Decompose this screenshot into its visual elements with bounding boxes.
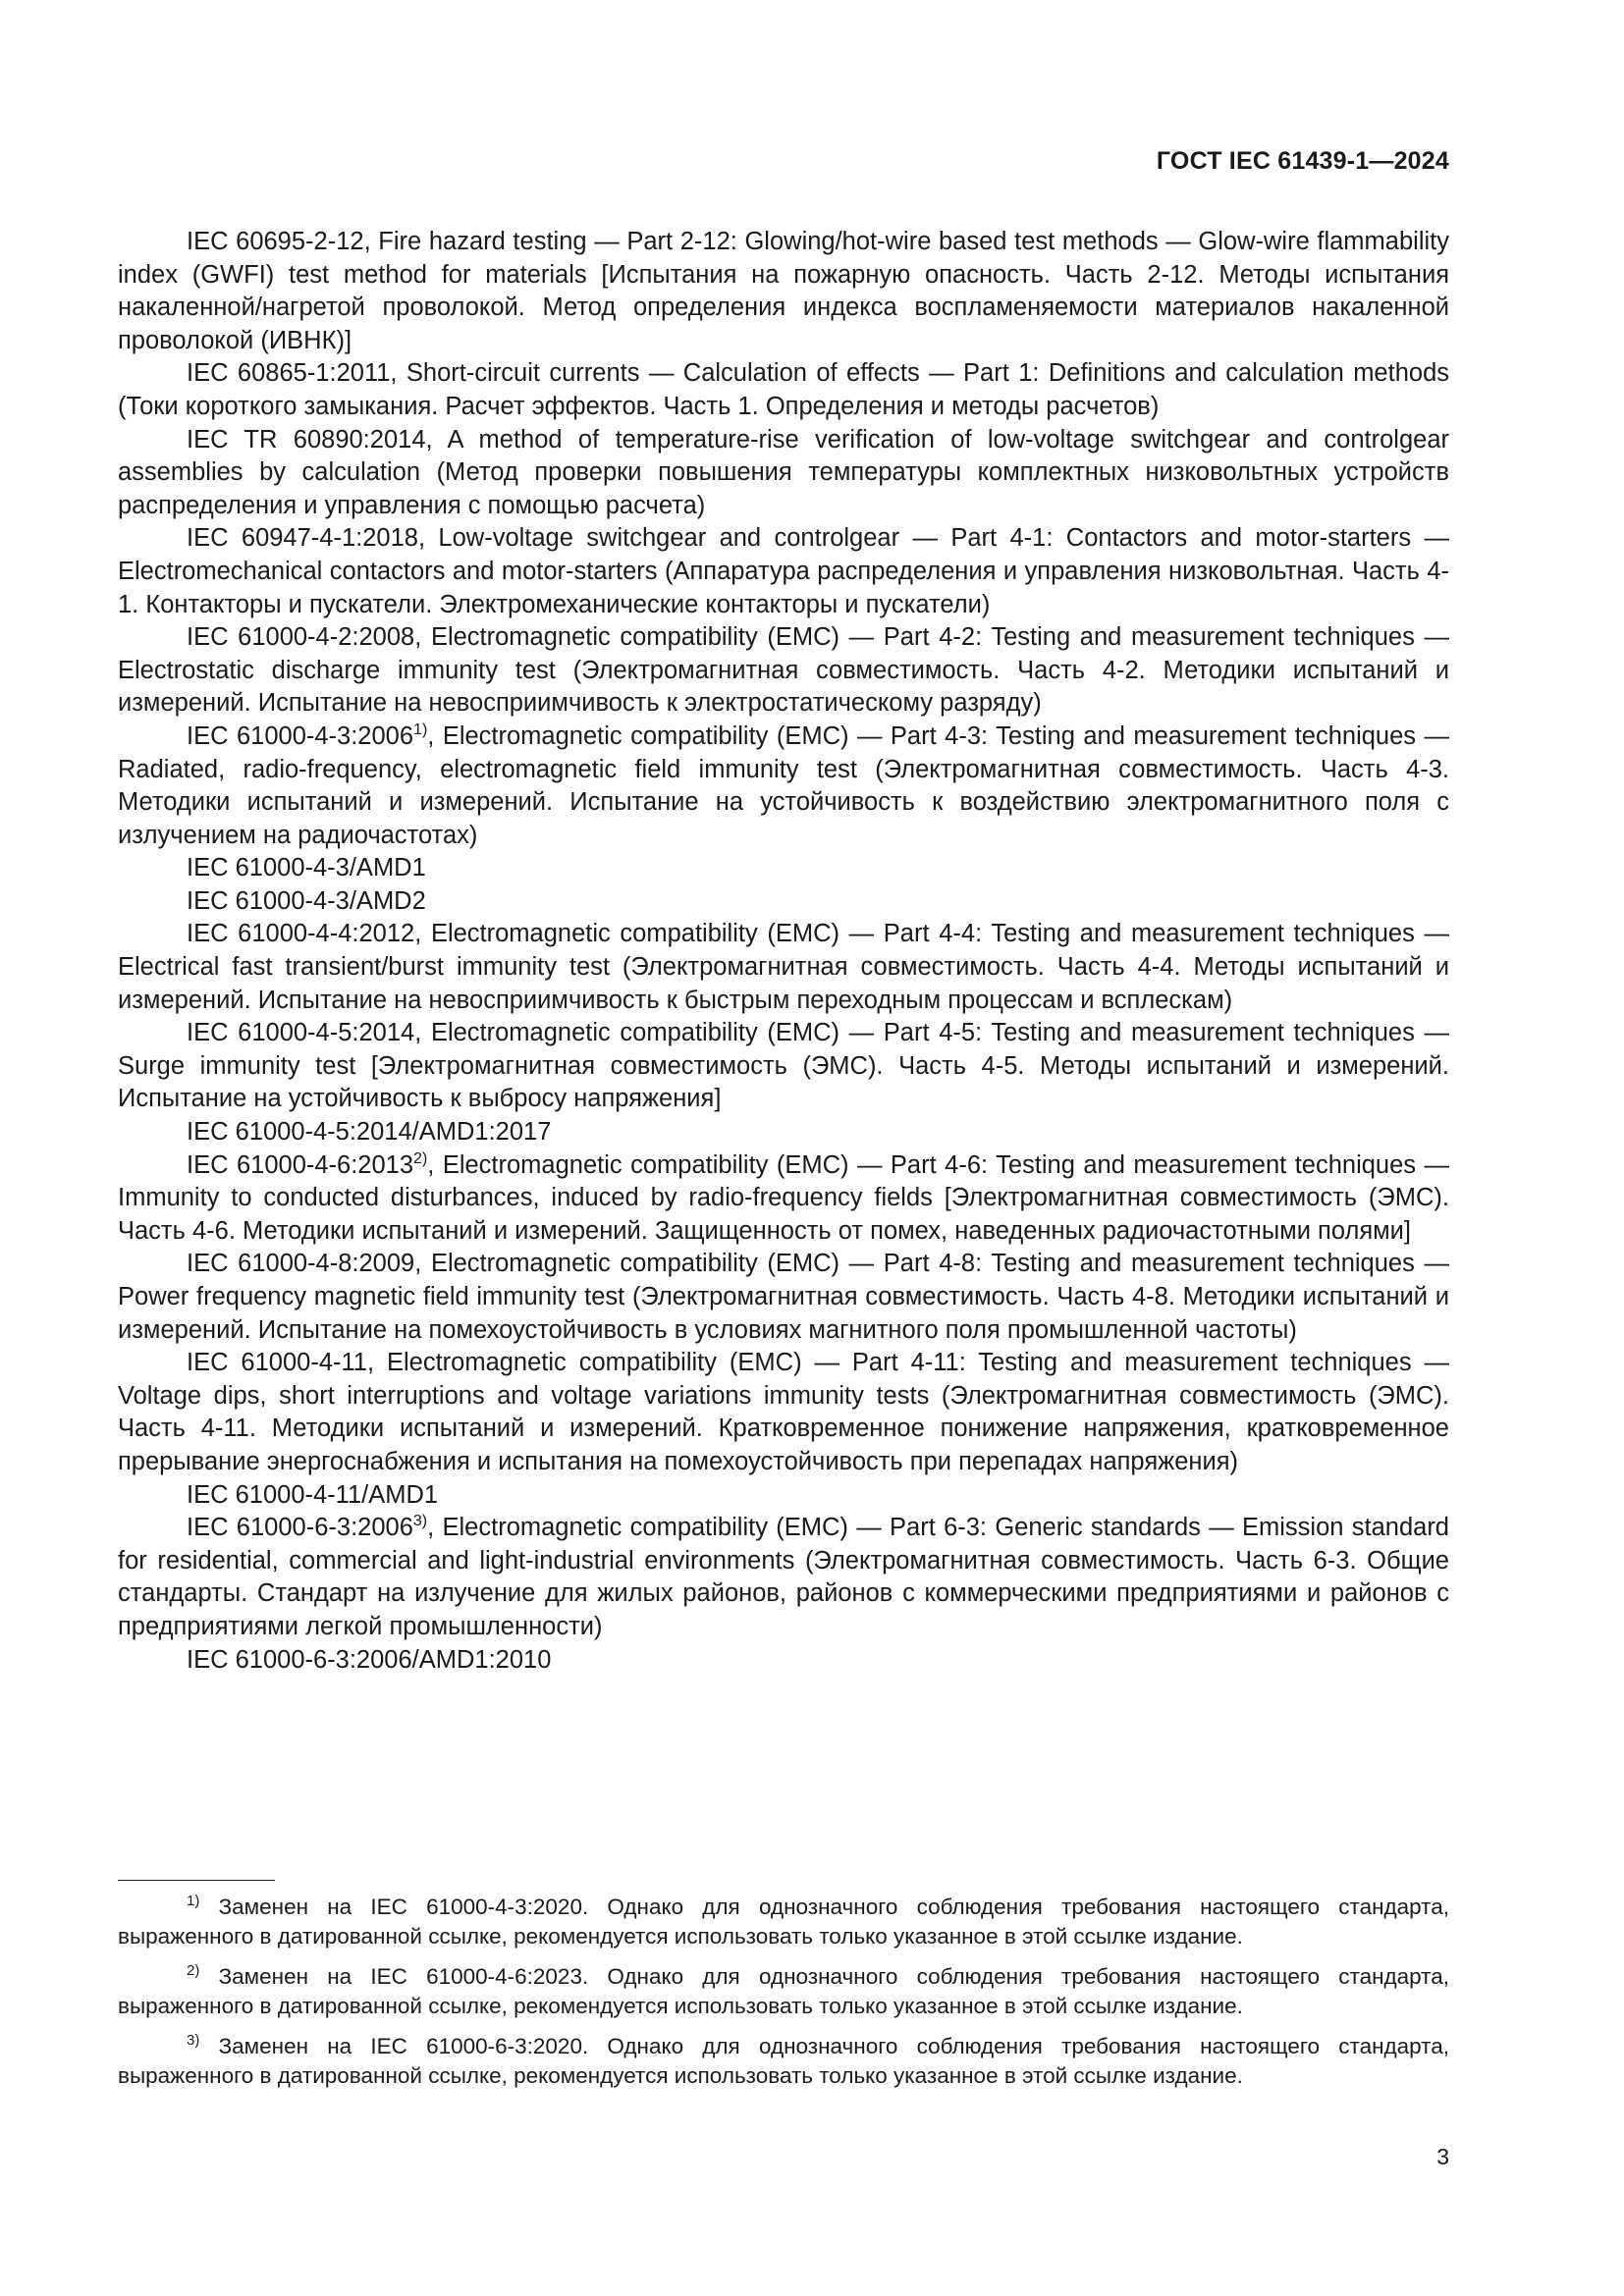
footnote-divider	[118, 1880, 275, 1881]
footnote-text: Заменен на IEC 61000-4-6:2023. Однако для однозначного соблюдения требования настоящего стандарта, выраженного в датированной ссылке, рекомендуется использовать только указанное в этой ссылке издание.	[118, 1964, 1449, 2018]
page-number: 3	[1436, 2144, 1449, 2169]
footnote-marker: 1)	[187, 1893, 200, 1909]
reference-item: IEC 60947-4-1:2018, Low-voltage switchgear and controlgear — Part 4-1: Contactors and motor-starters — Electromechanical contactors and motor-starters (Аппаратура распределения и управления низковольтная. Часть 4-1. Контакторы и пускатели. Электромеханические контакторы и пускатели)	[118, 524, 1449, 618]
reference-item: IEC 60865-1:2011, Short-circuit currents — Calculation of effects — Part 1: Definitions and calculation methods (Токи короткого замыкания. Расчет эффектов. Часть 1. Определения и методы расчетов)	[118, 359, 1449, 420]
footnote-marker: 2)	[187, 1962, 200, 1979]
reference-item: IEC 61000-4-4:2012, Electromagnetic compatibility (EMC) — Part 4-4: Testing and measurement techniques — Electrical fast transient/burst immunity test (Электромагнитная совместимость. Часть 4-4. Методы испытаний и измерений. Испытание на невосприимчивость к быстрым переходным процессам и всплескам)	[118, 920, 1449, 1014]
reference-item	[118, 721, 1449, 852]
footnote	[118, 1893, 1449, 1951]
normative-references-list	[118, 226, 1449, 1677]
reference-code: IEC 61000-4-6:2013	[187, 1150, 414, 1179]
reference-code: IEC 61000-4-3:2006	[187, 721, 414, 750]
footnote-text: Заменен на IEC 61000-6-3:2020. Однако для однозначного соблюдения требования настоящего стандарта, выраженного в датированной ссылке, рекомендуется использовать только указанное в этой ссылке издание.	[118, 2034, 1449, 2088]
reference-item: IEC 61000-4-5:2014, Electromagnetic compatibility (EMC) — Part 4-5: Testing and measurement techniques — Surge immunity test [Электромагнитная совместимость (ЭМС). Часть 4-5. Методы испытаний и измерений. Испытание на устойчивость к выбросу напряжения]	[118, 1019, 1449, 1113]
reference-item: IEC 61000-4-3/AMD1	[187, 854, 426, 882]
reference-item	[118, 1512, 1449, 1643]
footnote-marker: 2)	[413, 1149, 428, 1167]
footnote	[118, 1962, 1449, 2021]
footnote-marker: 3)	[412, 1513, 428, 1530]
reference-title: , Electromagnetic compatibility (EMC) — Part 4-3: Testing and measurement techniques — Radiated, radio-frequency, electromagnetic field immunity test (Электромагнитная совместимость. Часть 4-3. Методики испытаний и измерений. Испытание на устойчивость к воздействию электромагнитного поля с излучением на радиочастотах)	[118, 721, 1449, 849]
reference-item: IEC 61000-4-2:2008, Electromagnetic compatibility (EMC) — Part 4-2: Testing and measurement techniques — Electrostatic discharge immunity test (Электромагнитная совместимость. Часть 4-2. Методики испытаний и измерений. Испытание на невосприимчивость к электростатическому разряду)	[118, 623, 1449, 718]
reference-title: , Electromagnetic compatibility (EMC) — Part 6-3: Generic standards — Emission standard for residential, commercial and light-industrial environments (Электромагнитная совместимость. Часть 6-3. Общие стандарты. Стандарт на излучение для жилых районов, районов с коммерческими предприятиями и районов с предприятиями легкой промышленности)	[118, 1514, 1449, 1640]
reference-item: IEC 61000-4-11, Electromagnetic compatibility (EMC) — Part 4-11: Testing and measurement techniques — Voltage dips, short interruptions and voltage variations immunity tests (Электромагнитная совместимость (ЭМС). Часть 4-11. Методики испытаний и измерений. Кратковременное понижение напряжения, кратковременное прерывание энергоснабжения и испытания на помехоустойчивость при перепадах напряжения)	[118, 1349, 1449, 1475]
reference-item	[118, 1149, 1449, 1249]
footnote	[118, 2032, 1449, 2091]
footnote-text: Заменен на IEC 61000-4-3:2020. Однако для однозначного соблюдения требования настоящего стандарта, выраженного в датированной ссылке, рекомендуется использовать только указанное в этой ссылке издание.	[118, 1895, 1449, 1949]
footnote-marker: 1)	[413, 721, 428, 738]
footnote-marker: 3)	[187, 2032, 200, 2049]
reference-title: , Electromagnetic compatibility (EMC) — Part 4-6: Testing and measurement techniques — Immunity to conducted disturbances, induced by radio-frequency fields [Электромагнитная совместимость (ЭМС). Часть 4-6. Методики испытаний и измерений. Защищенность от помех, наведенных радиочастотными полями]	[118, 1150, 1449, 1245]
document-code-header: ГОСТ IEC 61439-1—2024	[1156, 147, 1449, 175]
reference-code: IEC 61000-6-3:2006	[187, 1514, 413, 1542]
reference-item: IEC 61000-4-5:2014/AMD1:2017	[187, 1118, 552, 1147]
reference-item: IEC TR 60890:2014, A method of temperature-rise verification of low-voltage switchgear and controlgear assemblies by calculation (Метод проверки повышения температуры комплектных низковольтных устройств распределения и управления с помощью расчета)	[118, 425, 1449, 519]
reference-item: IEC 61000-4-11/AMD1	[187, 1480, 439, 1509]
reference-item: IEC 60695-2-12, Fire hazard testing — Part 2-12: Glowing/hot-wire based test methods — Glow-wire flammability index (GWFI) test method for materials [Испытания на пожарную опасность. Часть 2-12. Методы испытания накаленной/нагретой проволокой. Метод определения индекса воспламеняемости материалов накаленной проволокой (ИВНК)]	[118, 228, 1449, 354]
reference-item: IEC 61000-4-8:2009, Electromagnetic compatibility (EMC) — Part 4-8: Testing and measurement techniques — Power frequency magnetic field immunity test (Электромагнитная совместимость. Часть 4-8. Методики испытаний и измерений. Испытание на помехоустойчивость в условиях магнитного поля промышленной частоты)	[118, 1250, 1449, 1344]
reference-item: IEC 61000-4-3/AMD2	[187, 886, 426, 915]
reference-item: IEC 61000-6-3:2006/AMD1:2010	[187, 1645, 552, 1674]
footnotes	[118, 1893, 1449, 2102]
